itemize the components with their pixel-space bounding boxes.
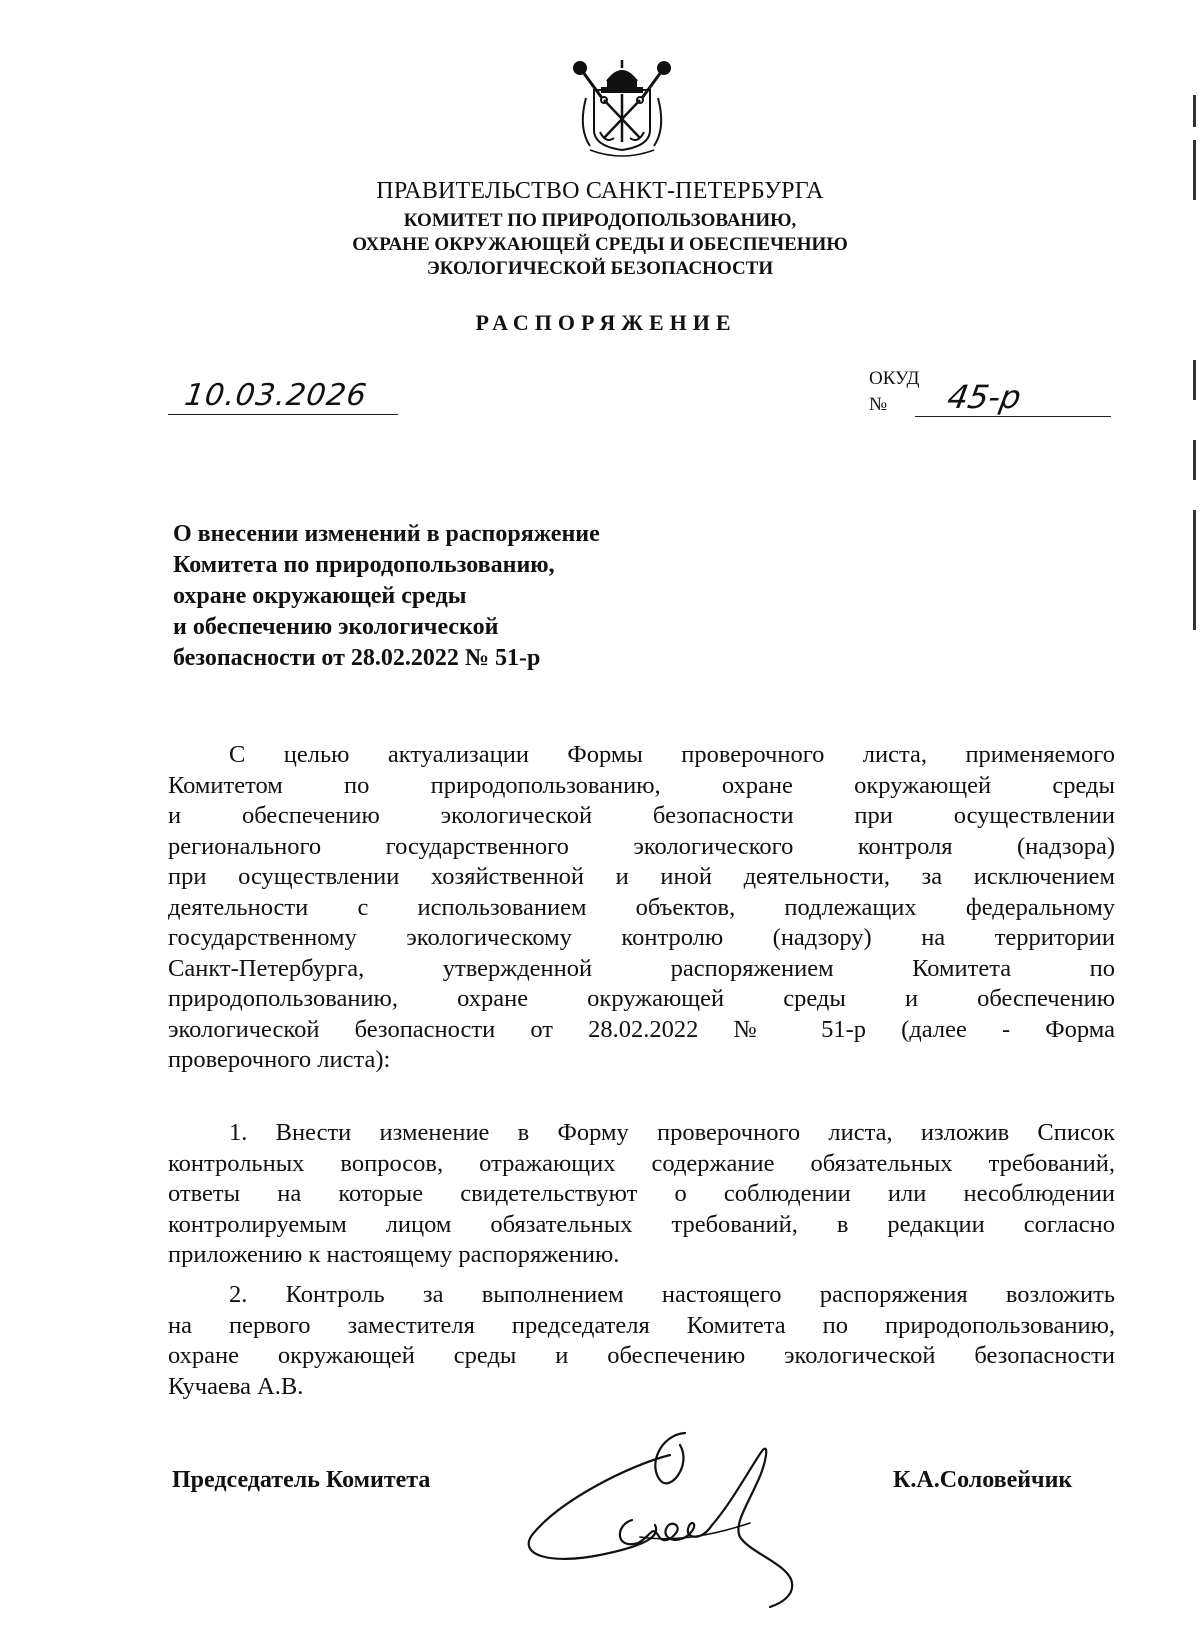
paragraph-line: экологической безопасности от 28.02.2022 № 51-р (далее - Форма [168, 1015, 1115, 1043]
scan-margin-mark [1193, 360, 1196, 400]
committee-name-line-3: ЭКОЛОГИЧЕСКОЙ БЕЗОПАСНОСТИ [426, 258, 774, 279]
paragraph-line: 1. Внести изменение в Форму проверочного листа, изложив Список [229, 1119, 1115, 1146]
paragraph-line: государственному экологическому контролю (надзору) на территории [168, 924, 1115, 951]
paragraph-line: проверочного листа): [168, 1046, 391, 1073]
paragraph-line: С целью актуализации Формы проверочного листа, применяемого [229, 741, 1115, 768]
signatory-role: Председатель Комитета [172, 1467, 431, 1493]
paragraph-line: контрольных вопросов, отражающих содержание обязательных требований, [168, 1149, 1115, 1177]
okud-label: ОКУД [869, 368, 920, 389]
paragraph-line: при осуществлении хозяйственной и иной деятельности, за исключением [168, 863, 1115, 890]
document-number-handwritten: 45-р [944, 378, 1024, 416]
paragraph-line: приложению к настоящему распоряжению. [168, 1241, 620, 1268]
paragraph-line: и обеспечению экологической безопасности при осуществлении [168, 802, 1115, 829]
number-label: № [869, 394, 888, 415]
paragraph-line: 2. Контроль за выполнением настоящего распоряжения возложить [229, 1281, 1115, 1308]
paragraph-line: природопользованию, охране окружающей среды и обеспечению [168, 985, 1115, 1012]
intro-paragraph [168, 740, 1115, 1076]
order-item-1 [168, 1118, 1115, 1271]
signatory-name: К.А.Соловейчик [893, 1467, 1073, 1493]
paragraph-line: Комитетом по природопользованию, охране окружающей среды [168, 771, 1115, 799]
document-type-heading: РАСПОРЯЖЕНИЕ [475, 310, 737, 335]
handwritten-signature [520, 1425, 840, 1610]
paragraph-line: деятельности с использованием объектов, подлежащих федеральному [168, 893, 1115, 921]
paragraph-line: контролируемым лицом обязательных требований, в редакции согласно [168, 1210, 1115, 1238]
title-line: и обеспечению экологической [173, 614, 499, 640]
scan-margin-mark [1193, 440, 1196, 480]
paragraph-line: ответы на которые свидетельствуют о соблюдении или несоблюдении [168, 1180, 1115, 1207]
committee-name-line-2: ОХРАНЕ ОКРУЖАЮЩЕЙ СРЕДЫ И ОБЕСПЕЧЕНИЮ [352, 234, 848, 255]
order-item-2 [168, 1280, 1115, 1402]
number-underline [915, 416, 1111, 417]
title-line: О внесении изменений в распоряжение [173, 521, 600, 547]
scan-margin-mark [1193, 140, 1196, 200]
paragraph-line: регионального государственного экологического контроля (надзора) [168, 832, 1115, 860]
title-line: охране окружающей среды [173, 583, 467, 609]
paragraph-line: Кучаева А.В. [168, 1372, 304, 1400]
title-line: безопасности от 28.02.2022 № 51-р [173, 645, 541, 671]
paragraph-line: Санкт-Петербурга, утвержденной распоряжением Комитета по [168, 954, 1115, 982]
date-underline [168, 414, 398, 415]
document-date-handwritten: 10.03.2026 [182, 378, 370, 413]
coat-of-arms-emblem [572, 58, 672, 160]
scan-margin-mark [1193, 95, 1196, 127]
paragraph-line: на первого заместителя председателя Комитета по природопользованию, [168, 1311, 1115, 1339]
scan-margin-mark [1193, 510, 1196, 630]
document-title [173, 519, 600, 674]
government-heading: ПРАВИТЕЛЬСТВО САНКТ-ПЕТЕРБУРГА [376, 178, 824, 204]
paragraph-line: охране окружающей среды и обеспечению экологической безопасности [168, 1342, 1115, 1369]
title-line: Комитета по природопользованию, [173, 552, 555, 578]
committee-name-line-1: КОМИТЕТ ПО ПРИРОДОПОЛЬЗОВАНИЮ, [403, 210, 797, 231]
